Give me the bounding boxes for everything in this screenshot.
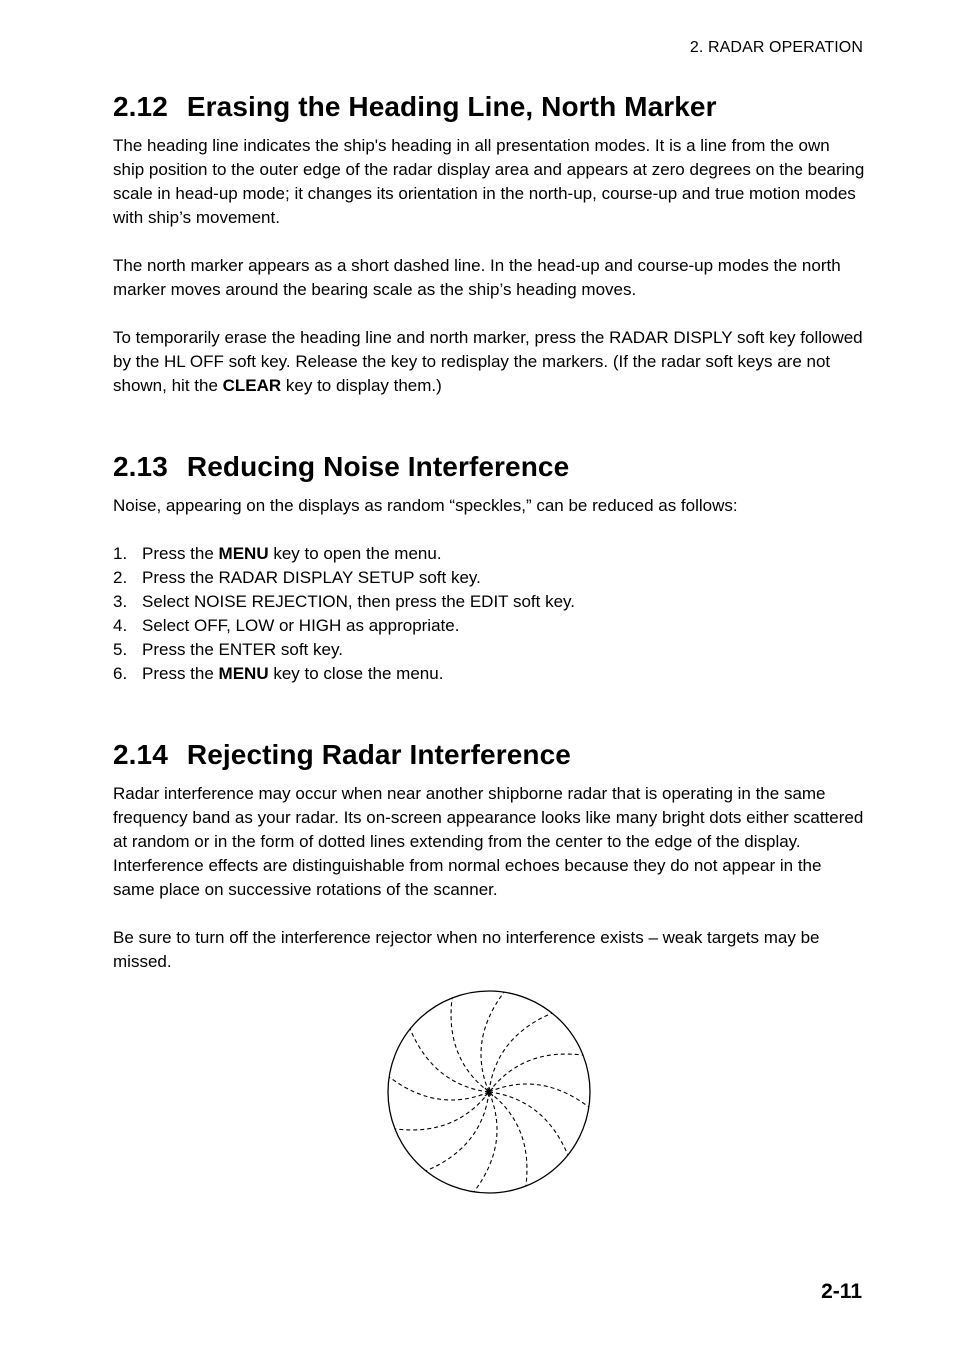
section-title: Rejecting Radar Interference	[186, 739, 571, 770]
text-run: key to display them.)	[281, 376, 442, 395]
interference-dotted-line	[489, 1054, 583, 1092]
step-text	[142, 542, 442, 566]
list-item	[113, 590, 865, 614]
step-number: 4.	[113, 616, 128, 635]
step-number: 3.	[113, 592, 128, 611]
section-2-14	[113, 736, 865, 974]
heading-line-paragraph: The heading line indicates the ship's heading in all presentation modes. It is a line from the own ship position to the outer edge of the radar display area and appears at zero degrees on the bearing scale in head-up mode; it changes its orientation in the north-up, course-up and true motion modes with ship’s movement.	[113, 136, 865, 227]
step-number: 2.	[113, 568, 128, 587]
erase-instructions-paragraph	[113, 326, 865, 398]
page-content	[113, 88, 865, 974]
step-text: Press the RADAR DISPLAY SETUP soft key.	[142, 568, 481, 587]
menu-key-name: MENU	[218, 544, 269, 563]
interference-dotted-line	[489, 1013, 552, 1092]
text-run: Press the	[142, 664, 219, 683]
text-run: To temporarily erase the heading line and north marker, press the RADAR DISPLY soft key followed by the HL OFF soft key. Release the key to redisplay the markers. (If the radar soft keys are not shown, hit the	[113, 328, 863, 395]
step-text: Select OFF, LOW or HIGH as appropriate.	[142, 616, 460, 635]
running-head: 2. RADAR OPERATION	[689, 39, 863, 56]
step-number: 5.	[113, 640, 128, 659]
text-run: Press the	[142, 544, 219, 563]
section-number: 2.12	[113, 91, 168, 122]
section-title: Reducing Noise Interference	[186, 451, 570, 482]
interference-dotted-line	[489, 1092, 527, 1186]
step-number: 1.	[113, 544, 128, 563]
interference-dotted-line	[481, 992, 504, 1092]
text-run: key to close the menu.	[268, 664, 444, 683]
list-item	[113, 566, 865, 590]
north-marker-paragraph: The north marker appears as a short dashed line. In the head-up and course-up modes the north marker moves around the bearing scale as the ship’s heading moves.	[113, 256, 841, 299]
interference-dotted-line	[474, 1092, 497, 1192]
interference-dotted-line	[451, 998, 489, 1092]
interference-dotted-line	[389, 1077, 489, 1100]
text-run: key to open the menu.	[268, 544, 442, 563]
step-text: Select NOISE REJECTION, then press the EDIT soft key.	[142, 592, 576, 611]
interference-warning-paragraph: Be sure to turn off the interference rejector when no interference exists – weak targets may be missed.	[113, 928, 820, 971]
radar-interference-illustration-icon	[384, 988, 594, 1198]
interference-description-paragraph: Radar interference may occur when near another shipborne radar that is operating in the same frequency band as your radar. Its on-screen appearance looks like many bright dots either scattered at random or in the form of dotted lines extending from the center to the edge of the display. Interference effects are distinguishable from normal echoes because they do not appear in the same place on successive rotations of the scanner.	[113, 784, 864, 899]
section-number: 2.14	[113, 739, 168, 770]
interference-dotted-line	[410, 1029, 489, 1092]
list-item	[113, 614, 865, 638]
list-item	[113, 542, 865, 566]
list-item	[113, 638, 865, 662]
section-2-12	[113, 88, 865, 398]
noise-intro-paragraph: Noise, appearing on the displays as random “speckles,” can be reduced as follows:	[113, 496, 738, 515]
interference-dotted-line	[489, 1084, 589, 1107]
section-2-13	[113, 448, 865, 686]
radar-display-figure	[384, 988, 594, 1198]
step-text	[142, 662, 443, 686]
list-item	[113, 662, 865, 686]
section-number: 2.13	[113, 451, 168, 482]
menu-key-name: MENU	[218, 664, 269, 683]
noise-steps-list	[113, 542, 865, 686]
page-number: 2-11	[821, 1280, 862, 1303]
interference-dotted-line	[395, 1092, 489, 1130]
section-heading	[113, 736, 865, 774]
step-number: 6.	[113, 664, 128, 683]
section-title: Erasing the Heading Line, North Marker	[186, 91, 717, 122]
clear-key-name: CLEAR	[222, 376, 282, 395]
interference-dotted-line	[426, 1092, 489, 1171]
section-heading	[113, 448, 865, 486]
section-heading	[113, 88, 865, 126]
interference-dotted-line	[489, 1092, 568, 1155]
step-text: Press the ENTER soft key.	[142, 640, 343, 659]
